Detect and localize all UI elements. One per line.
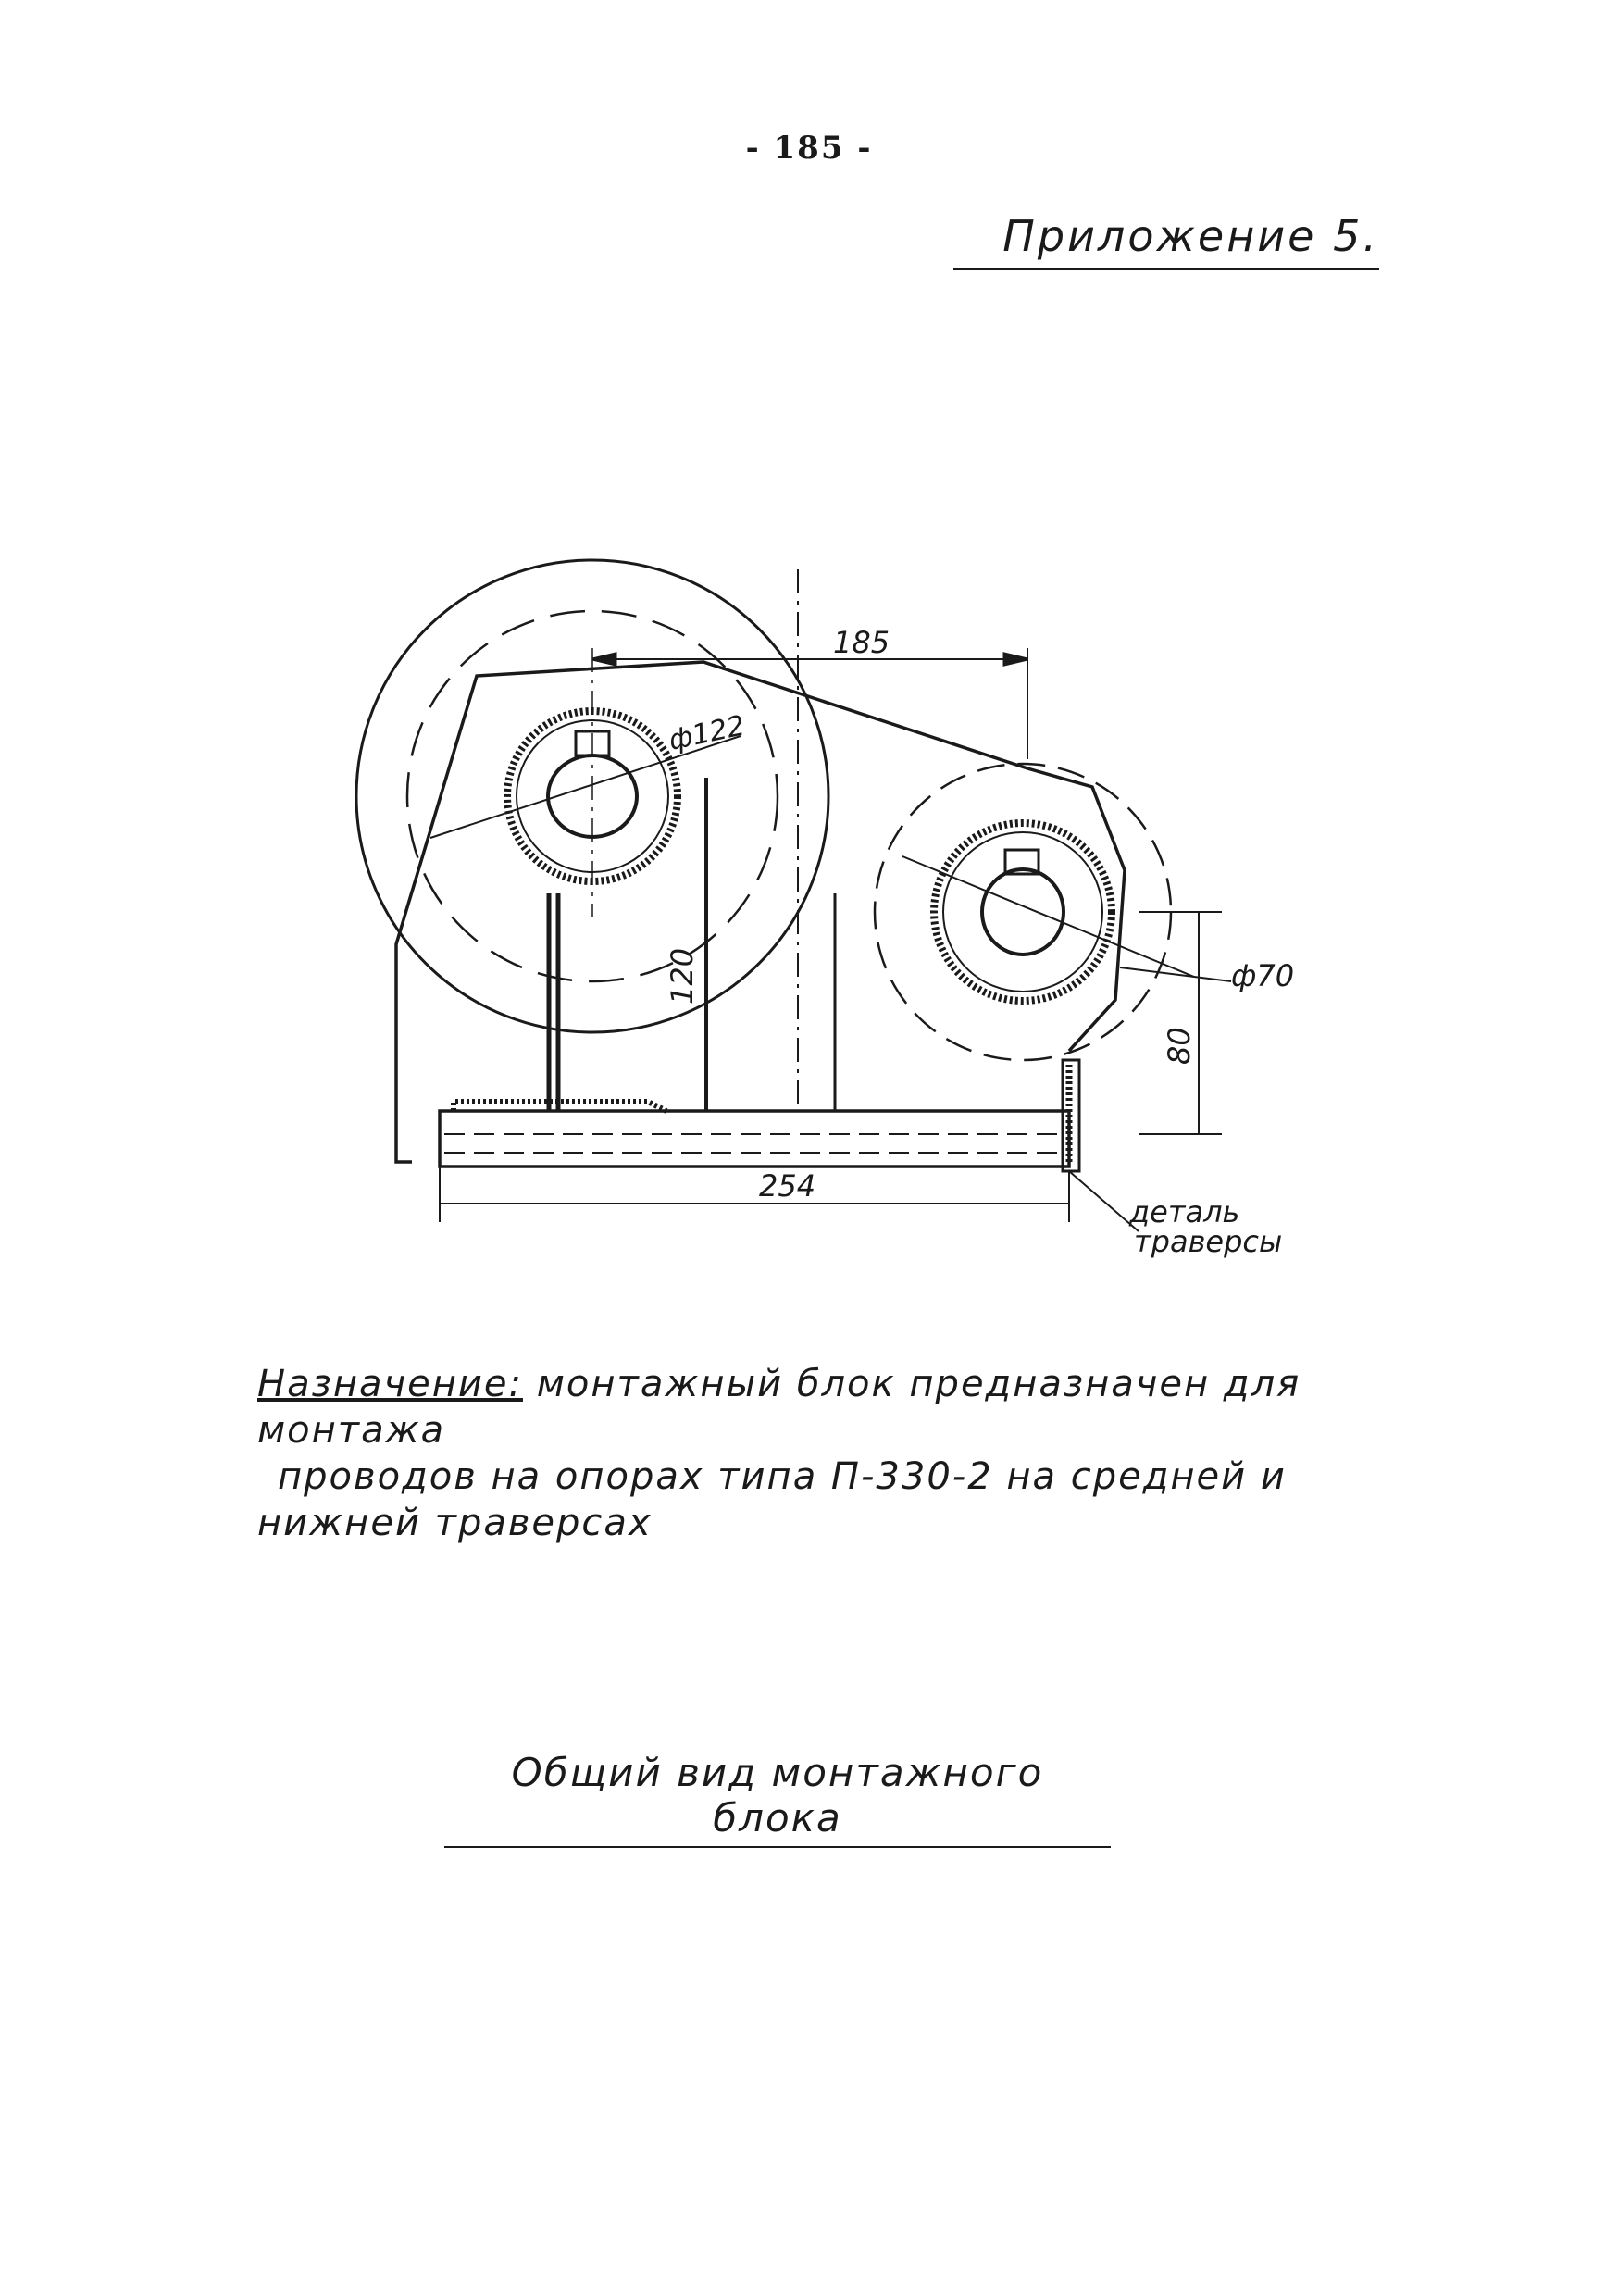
purpose-text-1: монтажный блок предназначен для монтажа xyxy=(257,1363,1301,1452)
purpose-block xyxy=(257,1361,1368,1546)
dim-side-label: 80 xyxy=(1162,1027,1197,1065)
small-axle xyxy=(982,869,1064,955)
dim-large-diameter: ф122 xyxy=(666,709,748,757)
dim-base-label: 254 xyxy=(759,1168,816,1204)
purpose-line-1 xyxy=(257,1361,1368,1454)
purpose-label: Назначение: xyxy=(257,1363,523,1405)
appendix-title: Приложение 5. xyxy=(953,211,1379,270)
small-hub-inner xyxy=(943,832,1102,992)
drawing-caption: Общий вид монтажного блока xyxy=(444,1750,1111,1848)
dim-height-label: 120 xyxy=(665,947,700,1004)
dim-top-label: 185 xyxy=(833,625,890,660)
page-number: - 185 - xyxy=(745,130,873,167)
dim-small-diameter: ф70 xyxy=(1231,958,1295,993)
callout-line1: деталь xyxy=(1129,1194,1240,1229)
base-rail xyxy=(440,1111,1069,1167)
purpose-line-2: проводов на опорах типа П-330-2 на средней и xyxy=(278,1455,1287,1498)
purpose-line-3: нижней траверсах xyxy=(257,1502,653,1544)
callout-line2: траверсы xyxy=(1134,1224,1283,1259)
small-pulley-outer xyxy=(875,764,1171,1060)
side-plate xyxy=(396,662,1125,1162)
